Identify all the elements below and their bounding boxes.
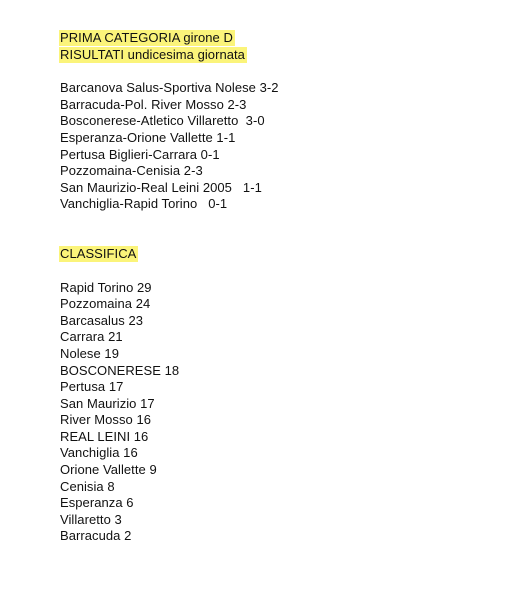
standings-row: Pozzomaina 24 <box>60 296 151 312</box>
document-page <box>60 30 500 545</box>
standings-row: Orione Vallette 9 <box>60 462 157 478</box>
standings-row: BOSCONERESE 18 <box>60 362 180 378</box>
standings-heading-line <box>60 246 500 263</box>
standings-row: Carrara 21 <box>60 329 123 345</box>
standings-row: Cenisia 8 <box>60 478 115 494</box>
results-list <box>60 80 500 213</box>
spacer <box>60 63 500 80</box>
standings-row: Vanchiglia 16 <box>60 445 138 461</box>
result-item: Esperanza-Orione Vallette 1-1 <box>60 129 236 145</box>
result-item: Barracuda-Pol. River Mosso 2-3 <box>60 96 247 112</box>
standings-row: REAL LEINI 16 <box>60 428 149 444</box>
standings-row: Pertusa 17 <box>60 379 124 395</box>
standings-row: Rapid Torino 29 <box>60 279 152 295</box>
result-item: Pertusa Biglieri-Carrara 0-1 <box>60 146 220 162</box>
highlighted-title-1: PRIMA CATEGORIA girone D <box>60 30 233 45</box>
title-line-2 <box>60 47 500 64</box>
result-item: Pozzomaina-Cenisia 2-3 <box>60 163 203 179</box>
standings-row: Barracuda 2 <box>60 528 132 544</box>
title-line-1 <box>60 30 500 47</box>
result-item: Vanchiglia-Rapid Torino 0-1 <box>60 196 228 212</box>
header-block <box>60 30 500 63</box>
standings-row: Barcasalus 23 <box>60 312 144 328</box>
standings-row: Esperanza 6 <box>60 495 134 511</box>
standings-row: River Mosso 16 <box>60 412 152 428</box>
spacer <box>60 263 500 280</box>
spacer <box>60 213 500 246</box>
result-item: Barcanova Salus-Sportiva Nolese 3-2 <box>60 80 279 96</box>
standings-list <box>60 280 500 546</box>
result-item: Bosconerese-Atletico Villaretto 3-0 <box>60 113 265 129</box>
highlighted-title-2: RISULTATI undicesima giornata <box>60 46 245 62</box>
standings-row: Villaretto 3 <box>60 511 122 527</box>
standings-heading: CLASSIFICA <box>60 245 137 261</box>
result-item: San Maurizio-Real Leini 2005 1-1 <box>60 179 262 195</box>
standings-row: Nolese 19 <box>60 345 119 361</box>
standings-row: San Maurizio 17 <box>60 395 155 411</box>
